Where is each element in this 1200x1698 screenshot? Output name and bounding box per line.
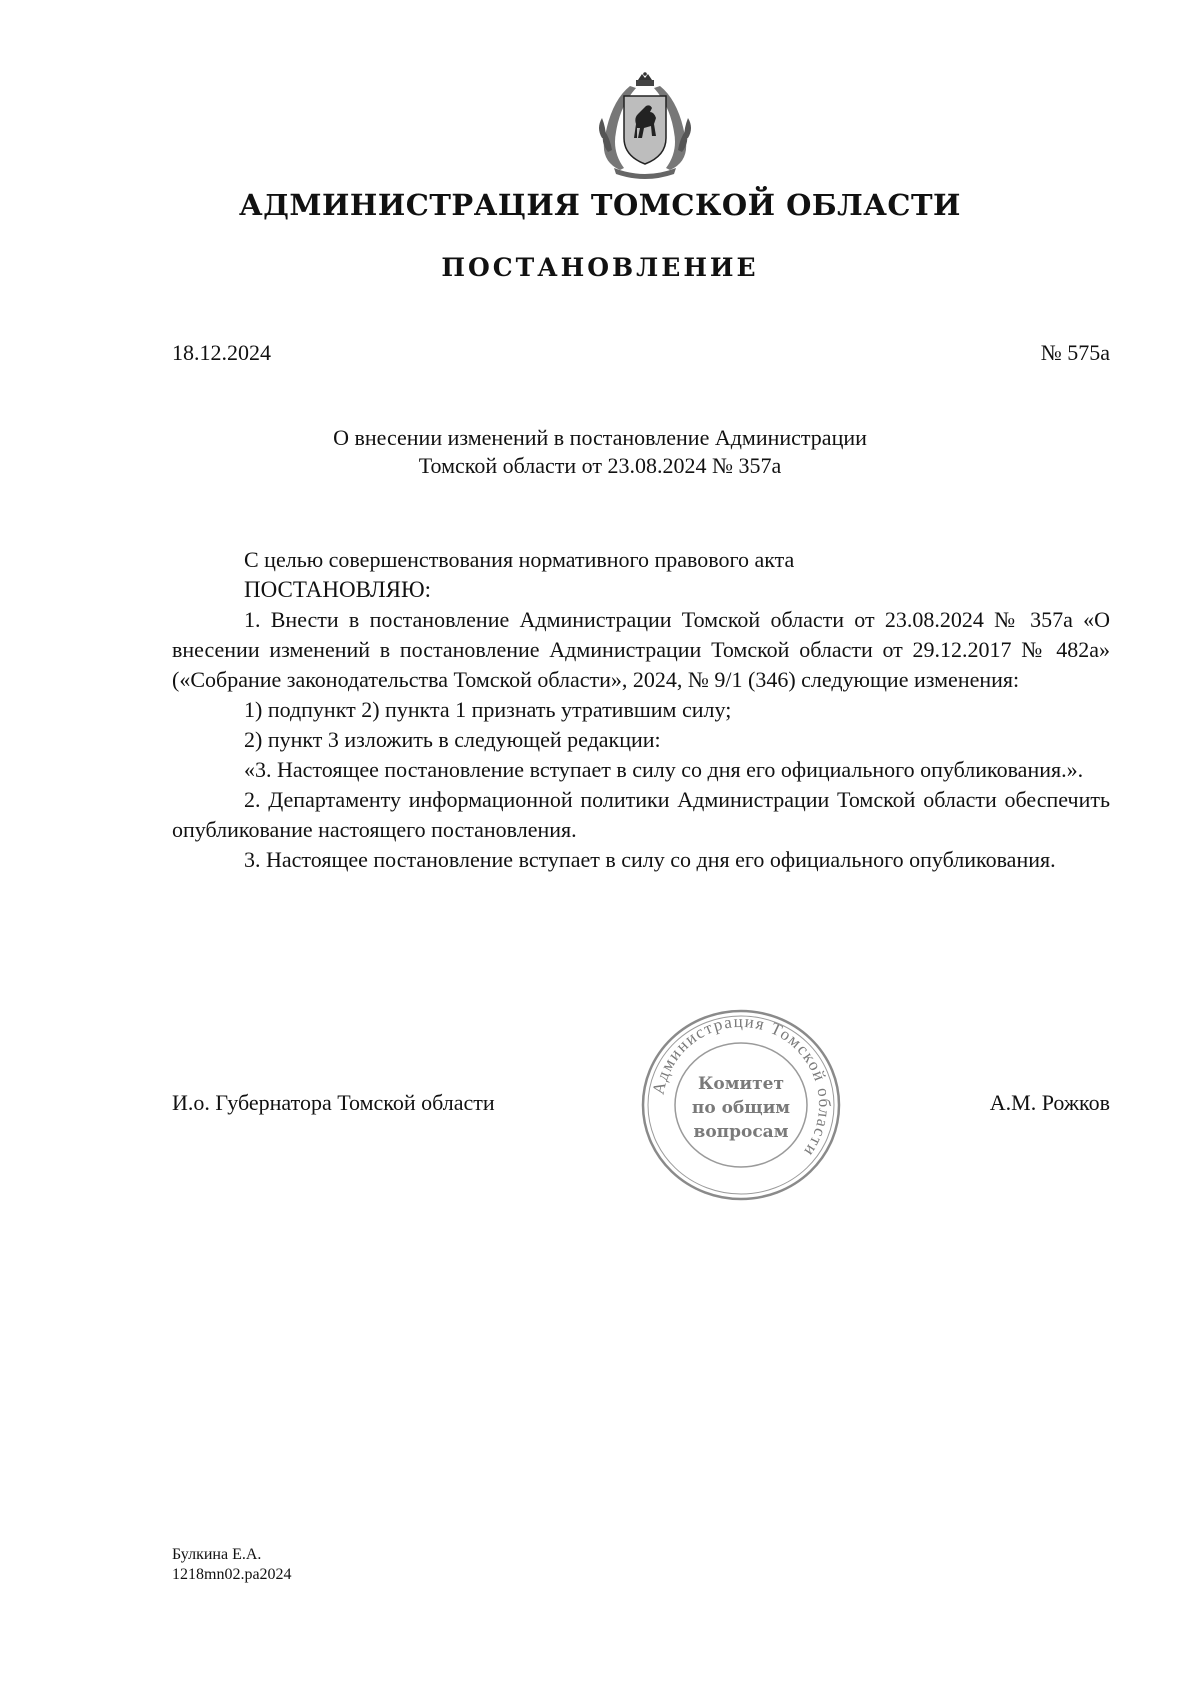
body-paragraph-subitem-2: 2) пункт 3 изложить в следующей редакции: [244, 727, 661, 752]
document-footer [172, 1545, 292, 1585]
body-paragraph-item-3: 3. Настоящее постановление вступает в силу со дня его официального опубликования. [244, 847, 1056, 872]
organization-title: АДМИНИСТРАЦИЯ ТОМСКОЙ ОБЛАСТИ [239, 188, 961, 222]
body-paragraph-quote: «3. Настоящее постановление вступает в силу со дня его официального опубликования.». [244, 757, 1084, 782]
round-seal-icon [636, 1005, 846, 1205]
body-paragraph-purpose: С целью совершенствования нормативного правового акта [244, 547, 795, 572]
stamp-ring-text: Администрация Томской области [648, 1011, 835, 1161]
executor-name: Булкина Е.А. [172, 1546, 262, 1563]
document-subject [0, 424, 1200, 480]
stamp-line-2: по общим [691, 1098, 791, 1118]
file-code: 1218mn02.pa2024 [172, 1566, 292, 1583]
body-paragraph-item-1: 1. Внести в постановление Администрации Томской области от 23.08.2024 № 357а «О внесении изменений в постановление Администрации Томской области от 29.12.2017 № 482а» («Собрание законодательства Томской области», 2024, № 9/1 (346) следующие изменения: [172, 607, 1110, 692]
signatory-position: И.о. Губернатора Томской области [172, 1090, 495, 1115]
signatory-name: А.М. Рожков [989, 1090, 1110, 1115]
document-type: ПОСТАНОВЛЕНИЕ [441, 253, 759, 282]
body-paragraph-subitem-1: 1) подпункт 2) пункта 1 признать утратившим силу; [244, 697, 732, 722]
body-paragraph-resolve: ПОСТАНОВЛЯЮ: [244, 577, 432, 602]
document-body [172, 545, 1110, 875]
body-paragraph-item-2: 2. Департаменту информационной политики Администрации Томской области обеспечить опубликование настоящего постановления. [172, 787, 1110, 842]
document-date: 18.12.2024 [172, 340, 271, 365]
stamp-line-1: Комитет [697, 1074, 785, 1094]
stamp-line-3: вопросам [693, 1122, 789, 1142]
subject-line-1: О внесении изменений в постановление Администрации [333, 425, 867, 450]
tomsk-coat-of-arms-icon [590, 72, 700, 182]
subject-line-2: Томской области от 23.08.2024 № 357а [418, 453, 782, 478]
document-number: № 575а [1040, 340, 1110, 365]
